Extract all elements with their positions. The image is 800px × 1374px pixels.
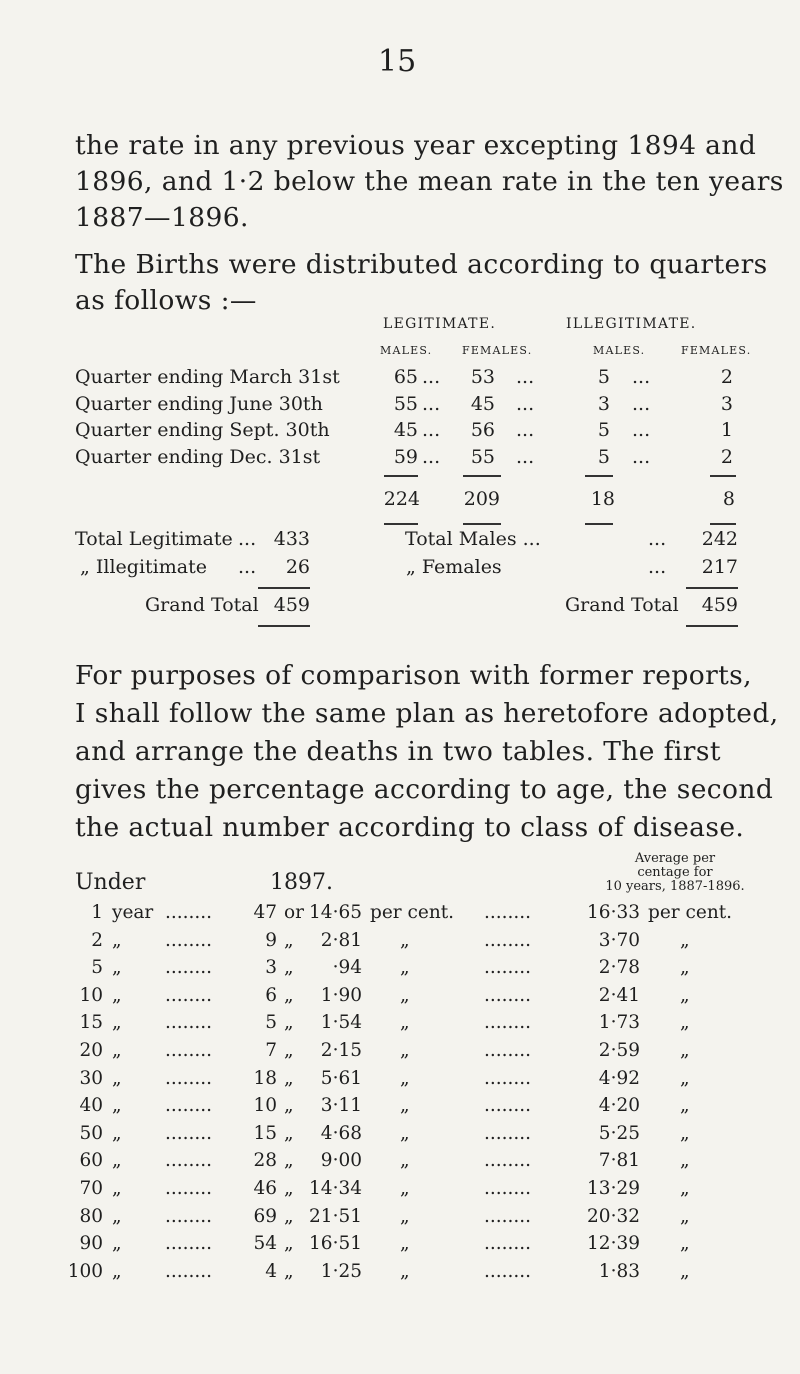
rule	[384, 475, 418, 477]
dots: ........	[165, 1150, 213, 1172]
text-line: 1887—1896.	[75, 202, 249, 233]
average-percentage: 5·25	[598, 1122, 640, 1144]
age-unit: „	[112, 1205, 122, 1227]
dots: ...	[422, 445, 441, 468]
illegit-males: 5	[597, 419, 610, 441]
quarter-label: Quarter ending Sept. 30th	[75, 419, 330, 441]
total-legit-females: 209	[463, 488, 500, 510]
percent-unit: per cent.	[370, 902, 455, 923]
average-unit: „	[680, 984, 690, 1006]
age-unit: year	[112, 902, 154, 923]
dots: ........	[484, 957, 532, 979]
conjunction: „	[284, 1067, 294, 1089]
average-unit: „	[680, 1205, 690, 1227]
age-unit: „	[112, 1095, 122, 1117]
dots: ........	[165, 984, 213, 1006]
percentage-1897: 2·15	[320, 1040, 362, 1061]
dots: ...	[516, 419, 535, 441]
percentage-1897: 14·34	[309, 1178, 362, 1199]
deaths-count: 15	[253, 1122, 277, 1144]
header-illegitimate: ILLEGITIMATE.	[566, 316, 697, 332]
dots: ...	[422, 392, 441, 415]
header-average-line: 10 years, 1887-1896.	[605, 879, 745, 894]
average-percentage: 3·70	[598, 929, 640, 951]
average-percentage: 2·59	[598, 1040, 640, 1061]
conjunction: „	[284, 1260, 294, 1282]
average-unit: „	[680, 1040, 690, 1061]
percentage-1897: 5·61	[320, 1067, 362, 1089]
dots: ........	[165, 929, 213, 951]
deaths-count: 6	[265, 984, 277, 1006]
age-value: 20	[79, 1040, 103, 1061]
age-value: 40	[79, 1095, 103, 1117]
percent-unit: „	[400, 1150, 410, 1172]
text-line: and arrange the deaths in two tables. The first	[75, 736, 721, 767]
total-legit-males: 224	[383, 488, 420, 510]
text-line: as follows :—	[75, 285, 257, 316]
percent-unit: „	[400, 929, 410, 951]
rule	[258, 625, 310, 627]
dots: ........	[165, 1205, 213, 1227]
dots: ........	[484, 1150, 532, 1172]
deaths-count: 54	[253, 1233, 277, 1255]
dots: ........	[165, 1260, 213, 1282]
deaths-count: 47	[253, 902, 277, 923]
percent-unit: „	[400, 1178, 410, 1199]
average-unit: „	[680, 1233, 690, 1255]
deaths-count: 18	[253, 1067, 277, 1089]
header-average-line: Average per	[634, 851, 716, 866]
average-percentage: 4·20	[598, 1095, 640, 1117]
average-percentage: 13·29	[587, 1178, 640, 1199]
dots: ........	[165, 902, 213, 923]
header-year: 1897.	[270, 870, 333, 895]
age-unit: „	[112, 1178, 122, 1199]
dots: ...	[516, 366, 535, 388]
dots: ...	[632, 392, 651, 415]
illegit-males: 3	[597, 392, 610, 415]
dots: ........	[165, 1040, 213, 1061]
percent-unit: „	[400, 1067, 410, 1089]
conjunction: „	[284, 929, 294, 951]
total-males-value: 242	[701, 528, 738, 550]
dots: ...	[632, 419, 651, 441]
dots: ........	[165, 957, 213, 979]
deaths-count: 9	[265, 929, 277, 951]
percentage-1897: 14·65	[309, 902, 362, 923]
percentage-1897: 21·51	[309, 1205, 362, 1227]
average-percentage: 1·83	[598, 1260, 640, 1282]
text-line: gives the percentage according to age, the second	[75, 774, 774, 805]
deaths-count: 46	[253, 1178, 277, 1199]
quarter-label: Quarter ending June 30th	[75, 392, 323, 415]
dots: ...	[648, 528, 667, 550]
dots: ...	[422, 419, 441, 441]
subheader-males: MALES.	[593, 344, 646, 357]
age-unit: „	[112, 929, 122, 951]
age-unit: „	[112, 957, 122, 979]
dots: ........	[484, 929, 532, 951]
rule	[585, 475, 613, 477]
age-unit: „	[112, 1122, 122, 1144]
illegit-males: 5	[597, 366, 610, 388]
dots: ........	[484, 1067, 532, 1089]
percentage-1897: 1·25	[320, 1260, 362, 1282]
age-value: 10	[79, 984, 103, 1006]
text-line: For purposes of comparison with former reports,	[75, 660, 753, 691]
percent-unit: „	[400, 1205, 410, 1227]
rule	[258, 587, 310, 589]
age-unit: „	[112, 1040, 122, 1061]
percentage-1897: 3·11	[320, 1095, 362, 1117]
dots: ........	[484, 1178, 532, 1199]
age-unit: „	[112, 1233, 122, 1255]
average-percentage: 4·92	[598, 1067, 640, 1089]
dots: ........	[484, 984, 532, 1006]
age-unit: „	[112, 1067, 122, 1089]
average-unit: „	[680, 1095, 690, 1117]
dots: ...	[238, 556, 257, 578]
grand-total-right-value: 459	[701, 594, 738, 616]
dots: ........	[165, 1095, 213, 1117]
dots: ........	[484, 1040, 532, 1061]
dots: ........	[165, 1012, 213, 1034]
illegit-females: 1	[720, 419, 733, 441]
rule	[710, 475, 736, 477]
grand-total-left-label: Grand Total	[145, 594, 259, 616]
dots: ........	[165, 1067, 213, 1089]
age-value: 50	[79, 1122, 103, 1144]
average-percentage: 1·73	[598, 1012, 640, 1034]
rule	[710, 523, 736, 525]
percentage-1897: 2·81	[320, 929, 362, 951]
age-value: 100	[67, 1260, 103, 1282]
age-unit: „	[112, 1260, 122, 1282]
percentage-1897: 16·51	[309, 1233, 362, 1255]
quarter-label: Quarter ending Dec. 31st	[75, 445, 321, 468]
average-percentage: 16·33	[587, 902, 640, 923]
legit-females: 55	[470, 445, 495, 468]
dots: ........	[484, 1012, 532, 1034]
rule	[686, 625, 738, 627]
dots: ........	[165, 1178, 213, 1199]
deaths-count: 4	[265, 1260, 277, 1282]
legit-females: 56	[470, 419, 495, 441]
rule	[463, 475, 501, 477]
header-legitimate: LEGITIMATE.	[383, 316, 497, 332]
total-illegit-males: 18	[590, 488, 615, 510]
deaths-count: 5	[265, 1012, 277, 1034]
conjunction: „	[284, 1233, 294, 1255]
total-males-label: Total Males ...	[405, 528, 541, 550]
dots: ........	[484, 902, 532, 923]
average-percentage: 20·32	[587, 1205, 640, 1227]
average-percentage: 2·41	[598, 984, 640, 1006]
age-value: 90	[79, 1233, 103, 1255]
total-legitimate-label: Total Legitimate	[75, 528, 233, 550]
dots: ........	[165, 1122, 213, 1144]
deaths-count: 69	[253, 1205, 277, 1227]
conjunction: „	[284, 1178, 294, 1199]
average-percentage: 7·81	[598, 1150, 640, 1172]
percent-unit: „	[400, 1122, 410, 1144]
conjunction: „	[284, 957, 294, 979]
rule	[463, 523, 501, 525]
illegit-females: 2	[720, 366, 733, 388]
illegitimate-value: 26	[285, 556, 310, 578]
age-value: 60	[79, 1150, 103, 1172]
percentage-1897: 1·54	[320, 1012, 362, 1034]
conjunction: „	[284, 1122, 294, 1144]
dots: ...	[648, 556, 667, 578]
dots: ........	[484, 1260, 532, 1282]
dots: ........	[484, 1095, 532, 1117]
page-number: 15	[378, 44, 417, 79]
header-average-line: centage for	[637, 865, 713, 880]
dots: ........	[484, 1205, 532, 1227]
age-value: 2	[91, 929, 103, 951]
conjunction: „	[284, 1012, 294, 1034]
age-value: 70	[79, 1178, 103, 1199]
subheader-males: MALES.	[380, 344, 433, 357]
grand-total-right-label: Grand Total	[565, 594, 679, 616]
header-average	[550, 852, 800, 894]
illegit-females: 3	[720, 392, 733, 415]
age-value: 5	[91, 957, 103, 979]
age-unit: „	[112, 1012, 122, 1034]
conjunction: „	[284, 1040, 294, 1061]
conjunction: „	[284, 1095, 294, 1117]
rule	[585, 523, 613, 525]
average-unit: per cent.	[648, 902, 733, 923]
percentage-1897: 9·00	[320, 1150, 362, 1172]
dots: ........	[484, 1233, 532, 1255]
females-value: 217	[701, 556, 738, 578]
dots: ........	[484, 1122, 532, 1144]
text-line: The Births were distributed according to quarters	[75, 249, 768, 280]
age-value: 15	[79, 1012, 103, 1034]
females-label: „ Females	[406, 556, 502, 578]
legit-males: 55	[393, 392, 418, 415]
percentage-1897: ·94	[332, 957, 362, 979]
percent-unit: „	[400, 1233, 410, 1255]
age-value: 80	[79, 1205, 103, 1227]
percent-unit: „	[400, 957, 410, 979]
percentage-1897: 1·90	[320, 984, 362, 1006]
average-percentage: 12·39	[587, 1233, 640, 1255]
conjunction: „	[284, 984, 294, 1006]
dots: ...	[516, 445, 535, 468]
dots: ...	[516, 392, 535, 415]
average-unit: „	[680, 1067, 690, 1089]
illegitimate-label: „ Illegitimate	[80, 556, 207, 578]
conjunction: „	[284, 1205, 294, 1227]
quarter-label: Quarter ending March 31st	[75, 366, 340, 388]
rule	[686, 587, 738, 589]
illegit-females: 2	[720, 445, 733, 468]
legit-females: 53	[470, 366, 495, 388]
dots: ...	[632, 445, 651, 468]
average-unit: „	[680, 929, 690, 951]
legit-males: 65	[393, 366, 418, 388]
average-unit: „	[680, 1260, 690, 1282]
deaths-count: 28	[253, 1150, 277, 1172]
illegit-males: 5	[597, 445, 610, 468]
average-unit: „	[680, 1150, 690, 1172]
age-value: 30	[79, 1067, 103, 1089]
percent-unit: „	[400, 1012, 410, 1034]
legit-males: 45	[393, 419, 418, 441]
dots: ...	[632, 366, 651, 388]
deaths-count: 10	[253, 1095, 277, 1117]
percent-unit: „	[400, 984, 410, 1006]
total-legitimate-value: 433	[273, 528, 310, 550]
text-line: 1896, and 1·2 below the mean rate in the ten years	[75, 166, 784, 197]
legit-males: 59	[393, 445, 418, 468]
deaths-count: 3	[265, 957, 277, 979]
text-line: the actual number according to class of disease.	[75, 812, 745, 843]
dots: ...	[422, 366, 441, 388]
text-line: the rate in any previous year excepting 1894 and	[75, 130, 757, 161]
average-unit: „	[680, 1122, 690, 1144]
header-under: Under	[75, 870, 146, 895]
average-percentage: 2·78	[598, 957, 640, 979]
average-unit: „	[680, 1178, 690, 1199]
conjunction: or	[284, 902, 304, 923]
subheader-females: FEMALES.	[462, 344, 533, 357]
average-unit: „	[680, 1012, 690, 1034]
percentage-1897: 4·68	[320, 1122, 362, 1144]
percent-unit: „	[400, 1260, 410, 1282]
average-unit: „	[680, 957, 690, 979]
age-unit: „	[112, 1150, 122, 1172]
percent-unit: „	[400, 1040, 410, 1061]
total-illegit-females: 8	[722, 488, 735, 510]
dots: ........	[165, 1233, 213, 1255]
age-unit: „	[112, 984, 122, 1006]
grand-total-left-value: 459	[273, 594, 310, 616]
dots: ...	[238, 528, 257, 550]
conjunction: „	[284, 1150, 294, 1172]
subheader-females: FEMALES.	[681, 344, 752, 357]
age-value: 1	[91, 902, 103, 923]
percent-unit: „	[400, 1095, 410, 1117]
legit-females: 45	[470, 392, 495, 415]
text-line: I shall follow the same plan as heretofore adopted,	[75, 698, 779, 729]
deaths-count: 7	[265, 1040, 277, 1061]
rule	[384, 523, 418, 525]
